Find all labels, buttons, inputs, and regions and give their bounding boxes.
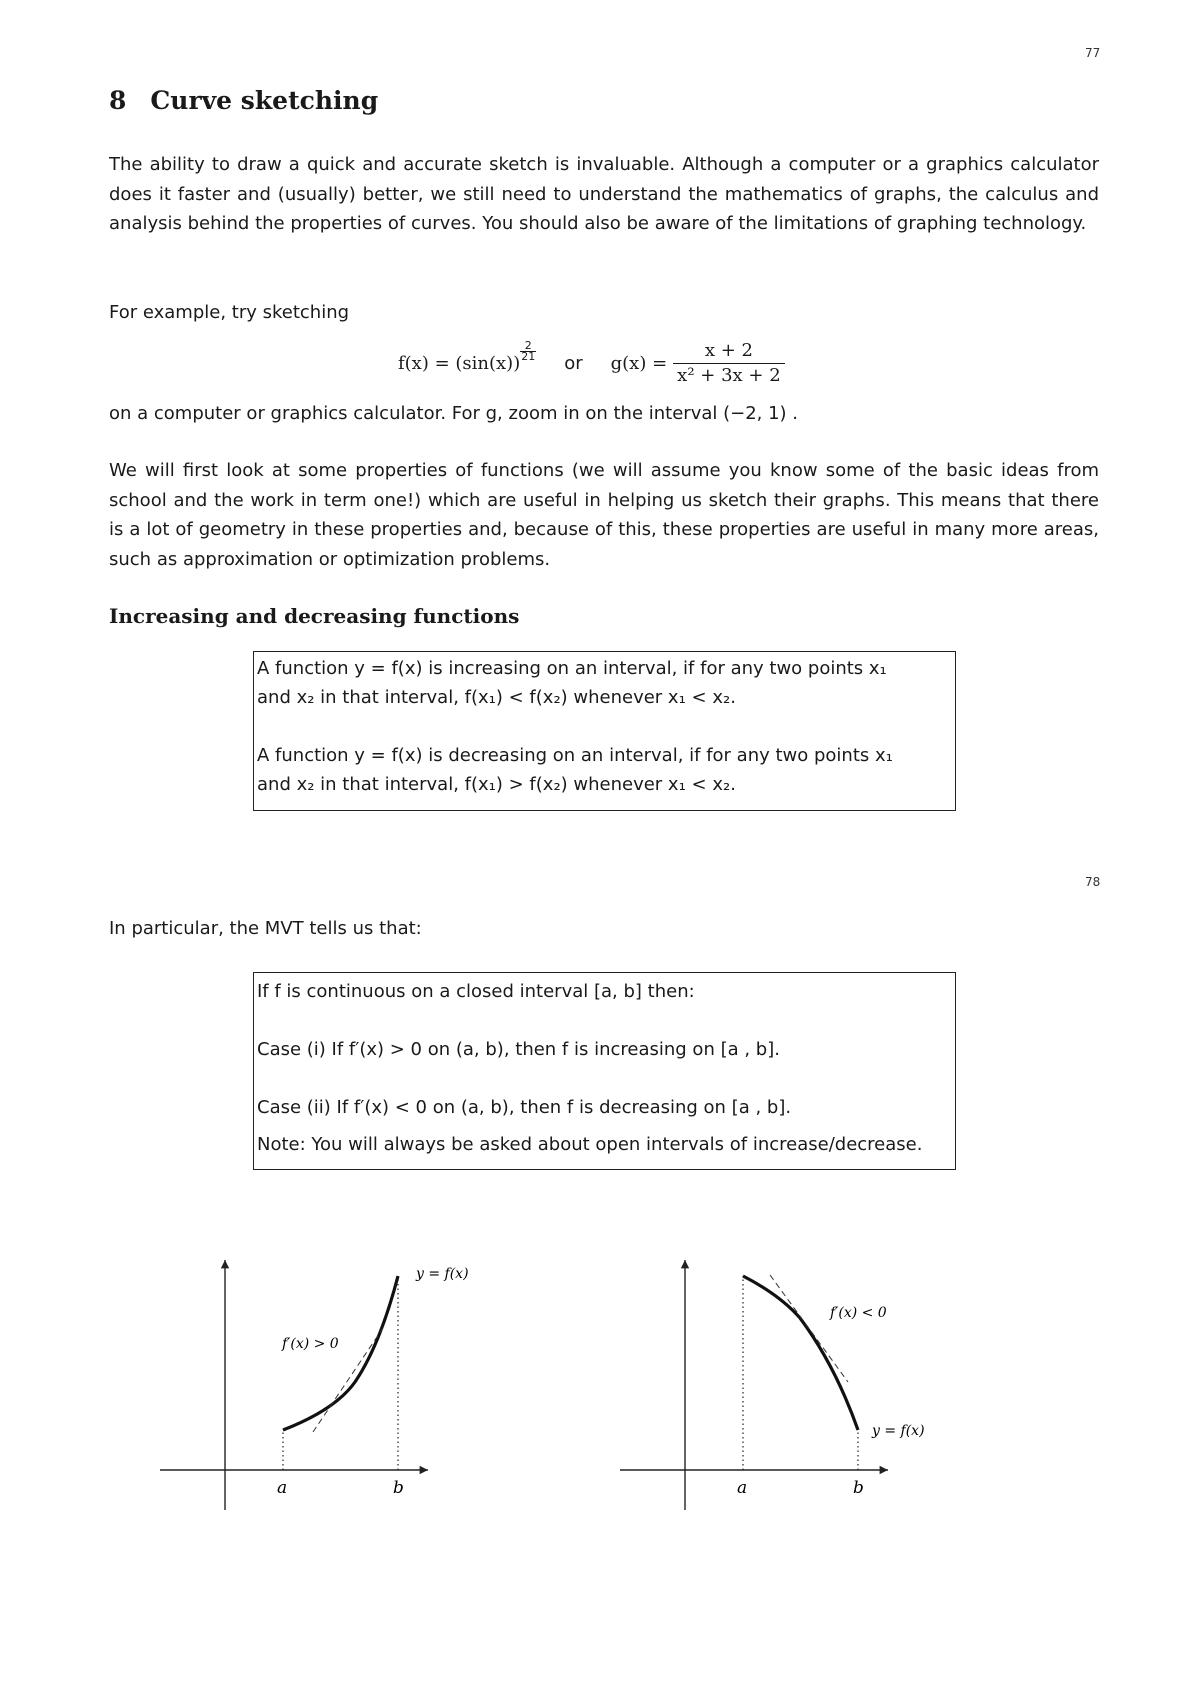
section-number: 8 (109, 86, 127, 115)
g-denominator: x² + 3x + 2 (677, 364, 781, 386)
f-exponent-den: 21 (521, 349, 536, 363)
decreasing-def-line2: and x₂ in that interval, f(x₁) > f(x₂) whenever x₁ < x₂. (257, 774, 736, 795)
slope-label: f′(x) > 0 (282, 1336, 339, 1352)
curve-label: y = f(x) (872, 1423, 925, 1439)
theorem-note: Note: You will always be asked about open intervals of increase/decrease. (257, 1134, 923, 1155)
slope-label: f′(x) < 0 (830, 1305, 887, 1321)
example-lead: For example, try sketching (109, 302, 350, 323)
theorem-line1: If f is continuous on a closed interval [a, b] then: (257, 981, 695, 1002)
f-exponent (520, 338, 536, 363)
theorem-case2: Case (ii) If f′(x) < 0 on (a, b), then f is decreasing on [a , b]. (257, 1097, 792, 1118)
theorem-box (253, 972, 956, 1170)
or-word: or (564, 352, 583, 374)
increasing-def-line1: A function y = f(x) is increasing on an interval, if for any two points x₁ (257, 658, 887, 679)
section-heading (109, 86, 378, 115)
increasing-graph (160, 1250, 490, 1520)
theorem-case1: Case (i) If f′(x) > 0 on (a, b), then f is increasing on [a , b]. (257, 1039, 780, 1060)
page-number-2: 78 (1085, 875, 1101, 889)
page-number: 77 (1085, 46, 1101, 60)
decreasing-graph (620, 1250, 950, 1520)
a-label: a (737, 1478, 748, 1498)
b-label: b (393, 1478, 404, 1498)
b-label: b (853, 1478, 864, 1498)
f-exponent-num: 2 (520, 341, 536, 352)
section-title: Curve sketching (150, 86, 379, 115)
increasing-curve (283, 1276, 398, 1430)
properties-paragraph: We will first look at some properties of functions (we will assume you know some of the basic ideas from school and the work in term one!) which are useful in helping us sketch their graphs. This means that there is a lot of geometry in these properties and, because of this, these properties are useful in many more areas, such as approximation or optimization problems. (109, 460, 1099, 570)
decreasing-curve (743, 1276, 858, 1430)
g-lhs: g(x) = (610, 352, 668, 374)
definition-box (253, 651, 956, 811)
curve-label: y = f(x) (416, 1266, 469, 1282)
g-fraction (673, 339, 784, 388)
g-numerator: x + 2 (673, 339, 784, 364)
example-formula (398, 334, 785, 392)
f-formula: f(x) = (sin(x)) (398, 352, 521, 374)
increasing-def-line2: and x₂ in that interval, f(x₁) < f(x₂) whenever x₁ < x₂. (257, 687, 736, 708)
subsection-title: Increasing and decreasing functions (109, 604, 520, 628)
intro-paragraph: The ability to draw a quick and accurate sketch is invaluable. Although a computer or a graphics calculator does it faster and (usually) better, we still need to understand the mathematics of graphs, the calculus and analysis behind the properties of curves. You should also be aware of the limitations of graphing technology. (109, 154, 1099, 234)
mvt-lead: In particular, the MVT tells us that: (109, 918, 422, 939)
after-formula-text: on a computer or graphics calculator. For g, zoom in on the interval (−2, 1) . (109, 403, 799, 424)
a-label: a (277, 1478, 288, 1498)
decreasing-def-line1: A function y = f(x) is decreasing on an interval, if for any two points x₁ (257, 745, 893, 766)
